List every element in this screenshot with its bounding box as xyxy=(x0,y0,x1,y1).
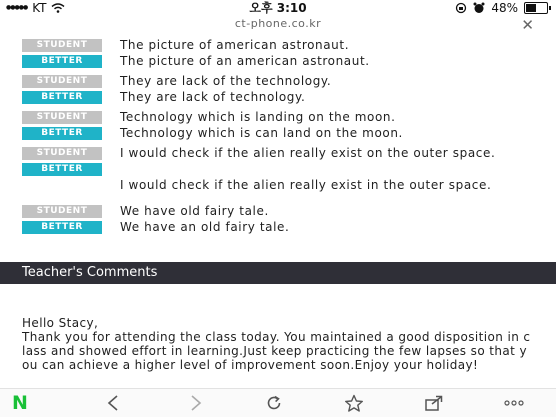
url-text[interactable]: ct-phone.co.kr xyxy=(234,17,322,30)
student-badge: STUDENT xyxy=(22,111,102,124)
student-sentence: Technology which is landing on the moon. xyxy=(120,110,396,124)
battery-fill xyxy=(526,4,536,12)
refresh-icon xyxy=(265,394,283,412)
comments-body xyxy=(22,316,534,372)
more-button[interactable] xyxy=(494,389,534,417)
back-button[interactable] xyxy=(93,389,133,417)
more-icon xyxy=(504,400,524,406)
naver-logo: N xyxy=(12,392,28,414)
naver-logo-button[interactable] xyxy=(0,389,40,417)
comments-greeting: Hello Stacy, xyxy=(22,316,99,330)
refresh-button[interactable] xyxy=(254,389,294,417)
better-badge: BETTER xyxy=(22,221,102,234)
signal-icon: ●●●●● xyxy=(6,4,28,11)
comments-title: Teacher's Comments xyxy=(22,265,158,280)
url-bar[interactable] xyxy=(0,16,556,34)
student-badge: STUDENT xyxy=(22,75,102,88)
close-icon[interactable]: ✕ xyxy=(521,16,534,34)
student-sentence: I would check if the alien really exist on the outer space. xyxy=(120,146,496,160)
student-sentence: We have old fairy tale. xyxy=(120,204,269,218)
student-badge: STUDENT xyxy=(22,205,102,218)
carrier-label: KT xyxy=(32,1,47,15)
status-bar xyxy=(0,0,556,16)
comments-header xyxy=(0,262,556,284)
student-sentence: They are lack of the technology. xyxy=(120,74,332,88)
better-badge: BETTER xyxy=(22,91,102,104)
status-right xyxy=(455,0,548,16)
battery-percent: 48% xyxy=(491,1,518,15)
browser-toolbar xyxy=(0,388,556,417)
bookmark-star-icon xyxy=(344,394,364,413)
bookmark-button[interactable] xyxy=(334,389,374,417)
better-badge: BETTER xyxy=(22,163,102,176)
alarm-icon xyxy=(473,2,485,14)
back-icon xyxy=(106,395,120,411)
status-time: 오후 3:10 xyxy=(249,1,307,15)
better-sentence: We have an old fairy tale. xyxy=(120,220,290,234)
student-sentence: The picture of american astronaut. xyxy=(120,38,350,52)
better-badge: BETTER xyxy=(22,55,102,68)
student-badge: STUDENT xyxy=(22,147,102,160)
forward-button[interactable] xyxy=(176,389,216,417)
better-sentence: They are lack of technology. xyxy=(120,90,306,104)
share-button[interactable] xyxy=(414,389,454,417)
rotation-lock-icon xyxy=(455,2,467,14)
better-sentence: I would check if the alien really exist in the outer space. xyxy=(120,178,492,192)
student-badge: STUDENT xyxy=(22,39,102,52)
comments-text: Thank you for attending the class today. You maintained a good disposition in class and showed effort in learning.Just keep practicing the few lapses so that you can achieve a higher level of improvement soon.Enjoy your holiday! xyxy=(22,330,531,372)
better-badge: BETTER xyxy=(22,127,102,140)
better-sentence: Technology which is can land on the moon. xyxy=(120,126,403,140)
better-sentence: The picture of an american astronaut. xyxy=(120,54,370,68)
share-icon xyxy=(424,394,444,412)
battery-icon xyxy=(524,2,548,14)
forward-icon xyxy=(189,395,203,411)
